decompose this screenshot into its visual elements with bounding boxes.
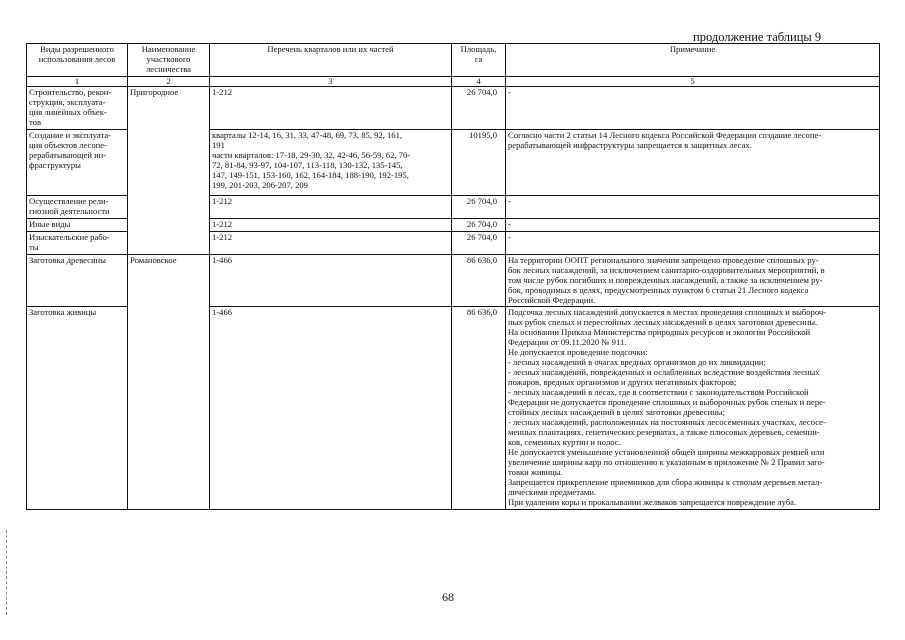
permitted-use-table	[26, 43, 880, 510]
area-cell: 86 636,0	[452, 307, 506, 509]
use-type-cell: Заготовка древесины	[27, 254, 128, 307]
quarters-cell: 1-466	[210, 254, 452, 307]
forestry-cell: Романовское	[128, 254, 210, 509]
note-cell: -	[506, 218, 880, 231]
column-number: 1	[27, 76, 128, 86]
note-cell: -	[506, 231, 880, 254]
header-use-type: Виды разрешенного использования лесов	[27, 44, 128, 77]
use-type-cell: Заготовка живицы	[27, 307, 128, 509]
table-row	[27, 254, 880, 307]
continuation-label: продолжение таблицы 9	[693, 30, 822, 44]
column-number: 4	[452, 76, 506, 86]
area-cell: 26 704,0	[452, 86, 506, 129]
note-cell: -	[506, 86, 880, 129]
use-type-cell: Изыскательские рабо- ты	[27, 231, 128, 254]
note-cell: -	[506, 195, 880, 218]
area-cell: 26 704,0	[452, 218, 506, 231]
column-number: 3	[210, 76, 452, 86]
area-cell: 26 704,0	[452, 195, 506, 218]
binding-edge-mark	[6, 530, 7, 615]
column-number: 5	[506, 76, 880, 86]
area-cell: 10195,0	[452, 129, 506, 195]
note-cell: На территории ООПТ регионального значения запрещено проведение сплошных ру- бок лесных насаждений, за исключением санитарно-оздоровительных мероприятий, в том числе рубок погибших и поврежденных насаждений, а также за исключением ру- бок, проводимых в целях, предусмотренных пунктом 6 статьи 21 Лесного кодекса Российской Федерации.	[506, 254, 880, 307]
header-quarters: Перечень кварталов или их частей	[210, 44, 452, 77]
column-number: 2	[128, 76, 210, 86]
note-cell: Подсочка лесных насаждений допускается в местах проведения сплошных и выбороч- ных рубок спелых и перестойных лесных насаждений в целях заготовки древесины. На основании Приказа Министерства природных ресурсов и экологии Российской Федерации от 09.11.2020 № 911. Не допускается проведение подсочки: - лесных насаждений в очагах вредных организмов до их ликвидации; - лесных насаждений, поврежденных и ослабленных вследствие воздействия лесных пожаров, вредных организмов и других негативных факторов; - лесных насаждений в лесах, где в соответствии с законодательством Российской Федерации не допускается проведение сплошных и выборочных рубок спелых и пере- стойных лесных насаждений в целях заготовки древесины; - лесных насаждений, расположенных на постоянных лесосеменных участках, лесосе- менных плантациях, генетических резерватах, а также плюсовых деревьев, семенни- ков, семенных куртин и полос. Не допускается уменьшение установленной общей ширины межкарровых ремней или увеличение ширины карр по отношению к указанным в приложение № 2 Правил заго- товки живицы. Запрещается прикрепление приемников для сбора живицы к стволам деревьев метал- лическими предметами. При удалении коры и прокалывании желваков запрещается повреждение луба.	[506, 307, 880, 509]
use-type-cell: Иные виды	[27, 218, 128, 231]
column-number-row	[27, 76, 880, 86]
quarters-cell: 1-212	[210, 231, 452, 254]
quarters-cell: 1-212	[210, 195, 452, 218]
use-type-cell: Строительство, рекон- струкция, эксплуата- ция линейных объек- тов	[27, 86, 128, 129]
quarters-cell: 1-212	[210, 218, 452, 231]
table-row	[27, 86, 880, 129]
quarters-cell: 1-466	[210, 307, 452, 509]
use-type-cell: Осуществление рели- гиозной деятельности	[27, 195, 128, 218]
page-number: 68	[442, 590, 454, 604]
use-type-cell: Создание и эксплуата- ция объектов лесопе- рерабатывающей ин- фраструктуры	[27, 129, 128, 195]
header-note: Примечание	[506, 44, 880, 77]
quarters-cell: кварталы 12-14, 16, 31, 33, 47-48, 69, 73, 85, 92, 161, 191 части кварталов: 17-18, 29-30, 32, 42-46, 56-59, 62, 70- 72, 81-84, 93-97, 104-107, 113-118, 130-132, 135-145, 147, 149-151, 153-160, 162, 164-184, 188-190, 192-195, 199, 201-203, 206-207, 209	[210, 129, 452, 195]
note-cell: Согласно части 2 статьи 14 Лесного кодекса Российской Федерации создание лесопе- рерабатывающей инфраструктуры запрещается в защитных лесах.	[506, 129, 880, 195]
quarters-cell: 1-212	[210, 86, 452, 129]
header-row	[27, 44, 880, 77]
area-cell: 86 636,0	[452, 254, 506, 307]
header-forestry: Наименование участкового лесничества	[128, 44, 210, 77]
area-cell: 26 704,0	[452, 231, 506, 254]
header-area: Площадь, га	[452, 44, 506, 77]
forestry-cell: Пригородное	[128, 86, 210, 254]
